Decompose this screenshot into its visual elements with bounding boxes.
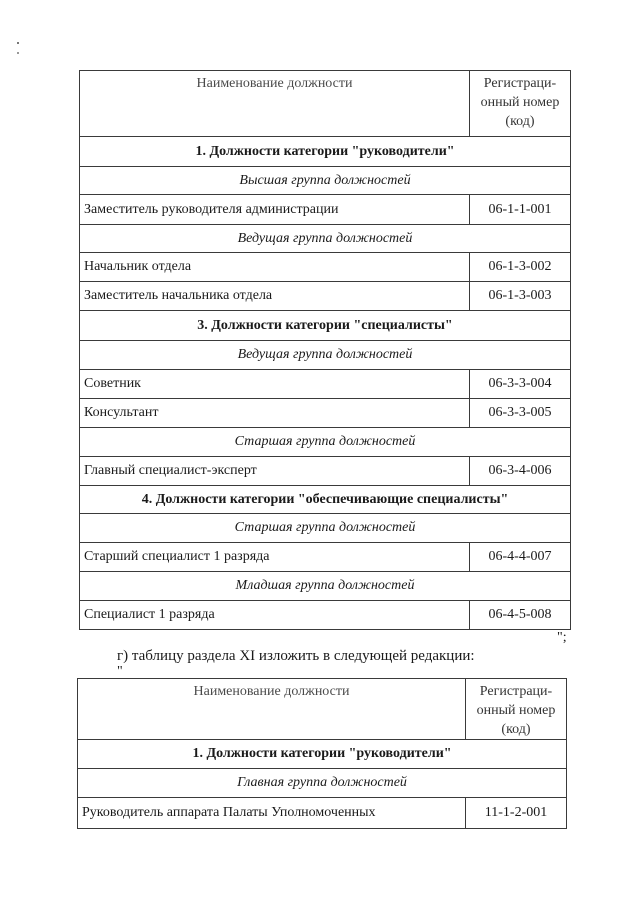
table-header-row — [80, 71, 571, 137]
position-name: Начальник отдела — [80, 253, 470, 282]
table-row — [80, 253, 571, 282]
category-row — [80, 486, 571, 514]
category-heading: 3. Должности категории "специалисты" — [80, 311, 571, 341]
position-code: 06-3-4-006 — [470, 457, 571, 486]
category-row — [80, 137, 571, 167]
position-name: Специалист 1 разряда — [80, 601, 470, 630]
group-row — [80, 428, 571, 457]
group-heading: Младшая группа должностей — [80, 572, 571, 601]
table-row — [80, 399, 571, 428]
position-name: Советник — [80, 370, 470, 399]
table-row — [80, 370, 571, 399]
position-name: Заместитель начальника отдела — [80, 282, 470, 311]
position-name: Консультант — [80, 399, 470, 428]
position-code: 06-1-1-001 — [470, 195, 571, 225]
column-header-name: Наименование должности — [78, 679, 466, 740]
column-header-name: Наименование должности — [80, 71, 470, 137]
group-heading: Старшая группа должностей — [80, 428, 571, 457]
opening-quote: " — [117, 664, 123, 679]
category-heading: 1. Должности категории "руководители" — [78, 740, 567, 769]
table-row — [80, 195, 571, 225]
group-row — [78, 769, 567, 798]
positions-table-2 — [77, 678, 567, 829]
scan-mark — [17, 42, 19, 44]
position-code: 11-1-2-001 — [466, 798, 567, 829]
group-row — [80, 514, 571, 543]
group-heading: Ведущая группа должностей — [80, 341, 571, 370]
position-code: 06-4-5-008 — [470, 601, 571, 630]
position-code: 06-3-3-004 — [470, 370, 571, 399]
position-code: 06-1-3-003 — [470, 282, 571, 311]
group-row — [80, 167, 571, 195]
group-heading: Главная группа должностей — [78, 769, 567, 798]
group-heading: Ведущая группа должностей — [80, 225, 571, 253]
position-name: Главный специалист-эксперт — [80, 457, 470, 486]
group-heading: Старшая группа должностей — [80, 514, 571, 543]
position-name: Старший специалист 1 разряда — [80, 543, 470, 572]
position-code: 06-1-3-002 — [470, 253, 571, 282]
position-name: Заместитель руководителя администрации — [80, 195, 470, 225]
table-row — [80, 282, 571, 311]
table-header-row — [78, 679, 567, 740]
positions-table-1 — [79, 70, 571, 630]
group-row — [80, 225, 571, 253]
table-row — [80, 601, 571, 630]
instruction-text: г) таблицу раздела XI изложить в следующей редакции: — [117, 648, 475, 664]
category-row — [80, 311, 571, 341]
category-row — [78, 740, 567, 769]
category-heading: 1. Должности категории "руководители" — [80, 137, 571, 167]
scan-mark — [17, 52, 19, 54]
position-name: Руководитель аппарата Палаты Уполномоченных — [78, 798, 466, 829]
group-row — [80, 341, 571, 370]
closing-quote: "; — [557, 630, 567, 645]
position-code: 06-3-3-005 — [470, 399, 571, 428]
column-header-code: Регистраци-онный номер (код) — [466, 679, 567, 740]
table-row — [78, 798, 567, 829]
table-row — [80, 543, 571, 572]
table-row — [80, 457, 571, 486]
position-code: 06-4-4-007 — [470, 543, 571, 572]
group-heading: Высшая группа должностей — [80, 167, 571, 195]
column-header-code: Регистраци-онный номер (код) — [470, 71, 571, 137]
group-row — [80, 572, 571, 601]
category-heading: 4. Должности категории "обеспечивающие специалисты" — [80, 486, 571, 514]
